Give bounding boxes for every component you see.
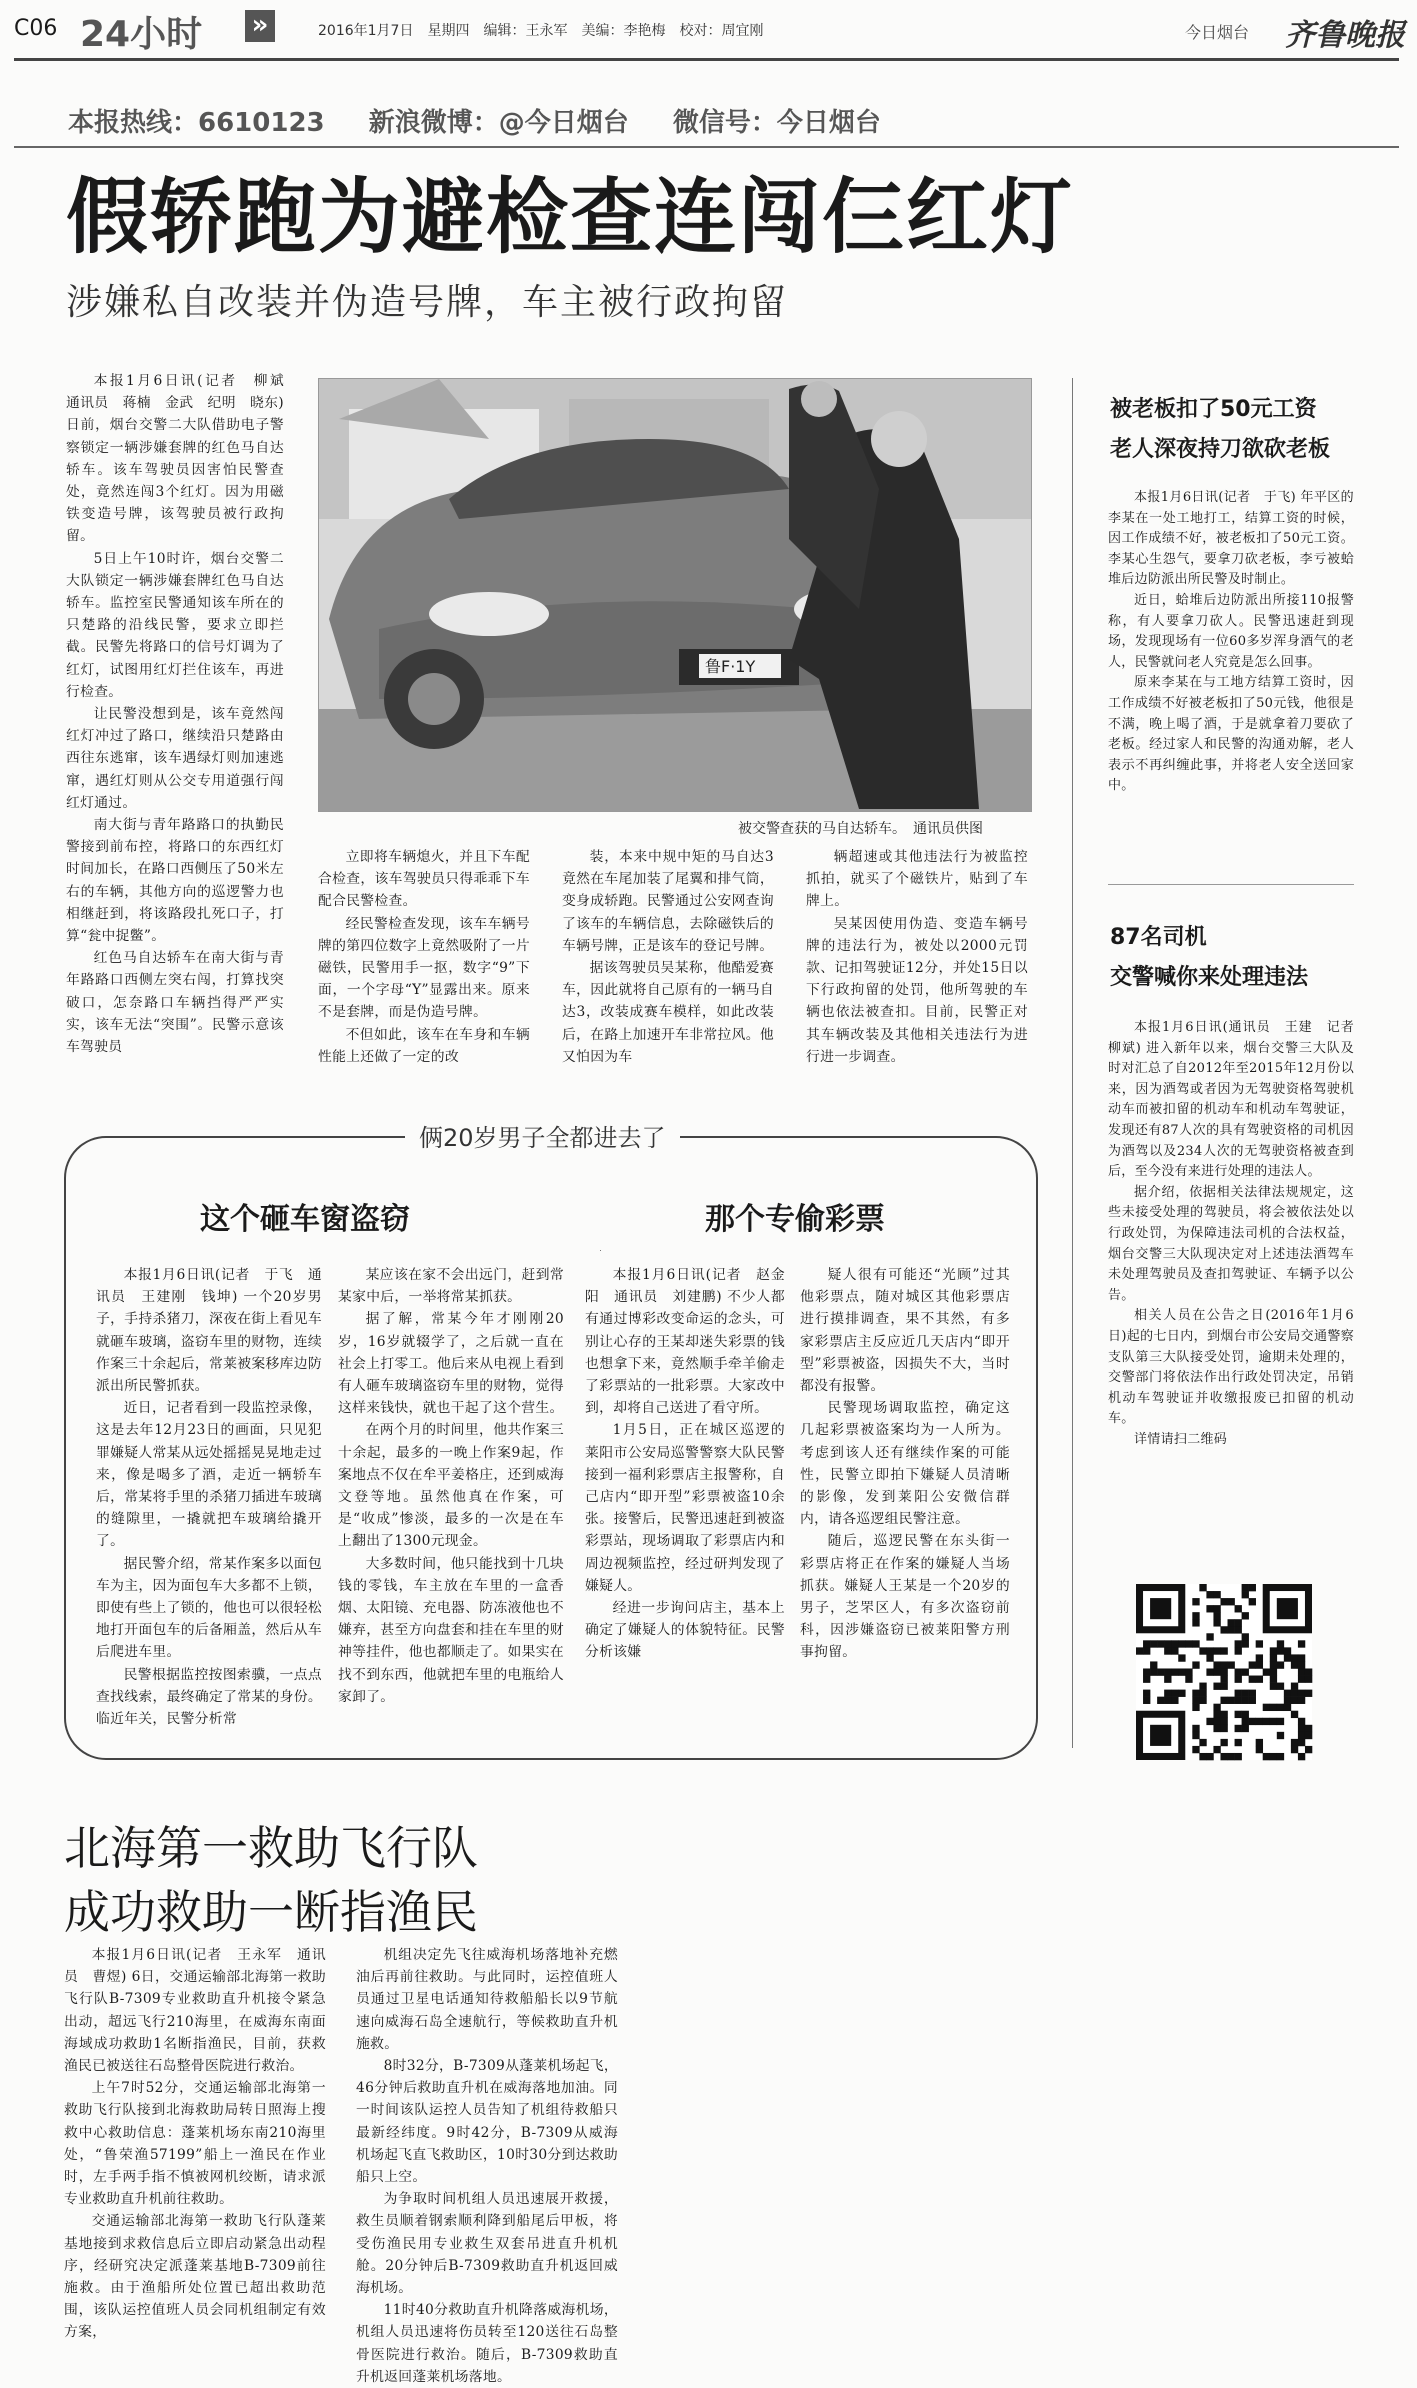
paragraph: 立即将车辆熄火，并且下车配合检查，该车驾驶员只得乖乖下车配合民警检查。 (318, 849, 530, 910)
right-story2-body (1108, 1018, 1368, 1566)
paragraph: 本报1月6日讯(通讯员 王建 记者 柳斌) 进入新年以来，烟台交警三大队及时对汇总了自2012年至2015年12月份以来，因为酒驾或者因为无驾驶资格驾驶机动车而被扣留的机动车和机动车驾驶证，发现还有87人次的具有驾驶资格的司机因为酒驾以及234人次的无驾驶资格被查到后，至今没有来进行处理的违法人。 (1108, 1020, 1368, 1180)
wechat-text: 微信号：今日烟台 (672, 108, 881, 138)
bottom-headline-line1: 北海第一救助飞行队 (64, 1821, 478, 1875)
paragraph: 机组决定先飞往威海机场落地补充燃油后再前往救助。与此同时，运控值班人员通过卫星电话通知待救船船长以9节航速向威海石岛全速航行，等候救助直升机施救。 (356, 1947, 618, 2052)
paragraph: 据民警介绍，常某作案多以面包车为主，因为面包车大多都不上锁，即使有些上了锁的，他也可以很轻松地打开面包车的后备厢盖，然后从车后爬进车里。 (96, 1555, 322, 1661)
paragraph: 8时32分，B-7309从蓬莱机场起飞，46分钟后救助直升机在威海落地加油。同一时间该队运控人员告知了机组待救船只最新经纬度。9时42分，B-7309从威海机场起飞直飞救助区，10时30分到达救助船只上空。 (356, 2058, 618, 2186)
bottom-story-col1 (64, 1944, 326, 2364)
paragraph: 据介绍，依据相关法律法规规定，这些未接受处理的驾驶员，将会被依法处以行政处罚，为保障违法司机的合法权益，烟台交警三大队现决定对上述违法酒驾车未处理驾驶员及查扣驾驶证、车辆予以公告。 (1108, 1184, 1354, 1303)
section-name: 24小时 (80, 14, 203, 55)
paragraph: 经民警检查发现，该车车辆号牌的第四位数字上竟然吸附了一片磁铁，民警用手一抠，数字“9”下面，一个字母“Y”显露出来。原来不是套牌，而是伪造号牌。 (318, 915, 530, 1021)
hotline-text: 本报热线：6610123 (68, 108, 325, 138)
paragraph: 本报1月6日讯(记者 于飞) 年平区的李某在一处工地打工，结算工资的时候，因工作成绩不好，被老板扣了50元工资。李某心生怨气，要拿刀砍老板，李亏被蛤堆后边防派出所民警及时制止。 (1108, 490, 1354, 588)
section-arrow: » (251, 10, 269, 40)
qr-code-icon (1136, 1584, 1312, 1760)
paragraph: 南大街与青年路路口的执勤民警接到前布控，将路口的东西红灯时间加长，在路口西侧压了50米左右的车辆，其他方向的巡逻警力也相继赶到，将该路段扎死口子，打算“瓮中捉鳖”。 (66, 817, 284, 945)
paragraph: 随后，巡逻民警在东头街一彩票店将正在作案的嫌疑人当场抓获。嫌疑人王某是一个20岁的男子，芝罘区人，有多次盗窃前科，因涉嫌盗窃已被莱阳警方刑事拘留。 (800, 1533, 1010, 1661)
paragraph: 民警根据监控按图索骥，一点点查找线索，最终确定了常某的身份。临近年关，民警分析常 (96, 1666, 322, 1728)
paragraph: 11时40分救助直升机降落威海机场，机组人员迅速将伤员转至120送往石岛整骨医院进行救治。随后，B-7309救助直升机返回蓬莱机场落地。 (356, 2302, 618, 2385)
paragraph: 详情请扫二维码 (1134, 1431, 1228, 1447)
box-divider (600, 1250, 601, 1251)
paragraph: 上午7时52分，交通运输部北海第一救助飞行队接到北海救助局转日照海上搜救中心救助信息：蓬莱机场东南210海里处，“鲁荣渔57199”船上一渔民在作业时，左手两手指不慎被网机绞断，请求派专业救助直升机前往救助。 (64, 2080, 326, 2208)
right-story1-title2: 老人深夜持刀欲砍老板 (1110, 437, 1331, 462)
paragraph: 疑人很有可能还“光顾”过其他彩票点，随对城区其他彩票店进行摸排调查，果不其然，有多家彩票店主反应近几天店内“即开型”彩票被盗，因损失不大，当时都没有报警。 (800, 1267, 1010, 1395)
weibo-text: 新浪微博：@今日烟台 (368, 108, 629, 138)
hotline-rule (14, 146, 1399, 148)
main-story-col2 (318, 846, 530, 1076)
qr-code[interactable] (1136, 1584, 1312, 1760)
paragraph: 相关人员在公告之日(2016年1月6日)起的七日内，到烟台市公安局交通警察支队第三大队接受处罚，逾期未处理的，交警部门将依法作出行政处罚决定，吊销机动车驾驶证并收缴报废已扣留的机动车。 (1108, 1308, 1354, 1427)
paragraph: 大多数时间，他只能找到十几块钱的零钱，车主放在车里的一盒香烟、太阳镜、充电器、防冻液他也不嫌弃，甚至方向盘套和挂在车里的财神等挂件，他也都顺走了。如果实在找不到东西，他就把车里的电瓶给人家卸了。 (338, 1555, 564, 1705)
paragraph: 某应该在家不会出远门，赶到常某家中后，一举将常某抓获。 (338, 1267, 564, 1306)
paragraph: 近日，蛤堆后边防派出所接110报警称，有人要拿刀砍人。民警迅速赶到现场，发现现场有一位60多岁浑身酒气的老人，民警就问老人究竟是怎么回事。 (1108, 592, 1354, 670)
page-header (0, 0, 1417, 60)
paragraph: 为争取时间机组人员迅速展开救援，救生员顺着钢索顺利降到船尾后甲板，将受伤渔民用专业救生双套吊进直升机机舱。20分钟后B-7309救助直升机返回威海机场。 (356, 2191, 618, 2297)
paragraph: 本报1月6日讯(记者 柳斌 通讯员 蒋楠 金武 纪明 晓东) 日前，烟台交警二大队借助电子警察锁定一辆涉嫌套牌的红色马自达轿车。该车驾驶员因害怕民警查处，竟然连闯3个红灯。因为用磁铁变造号牌，该驾驶员被行政拘留。 (66, 373, 299, 545)
box-col3 (585, 1264, 785, 1738)
paragraph: 本报1月6日讯(记者 赵金阳 通讯员 刘建鹏) 不少人都有通过博彩改变命运的念头，可别让心存的王某却迷失彩票的钱也想拿下来，竟然顺手牵羊偷走了彩票站的一批彩票。大家改中到，却将自己送进了看守所。 (585, 1267, 785, 1417)
paragraph: 5日上午10时许，烟台交警二大队锁定一辆涉嫌套牌红色马自达轿车。监控室民警通知该车所在的只楚路的沿线民警，要求立即拦截。民警先将路口的信号灯调为了红灯，试图用红灯拦住该车，再进行检查。 (66, 550, 284, 700)
car-photo-illustration (319, 379, 1031, 811)
bottom-headline-line2: 成功救助一断指渔民 (64, 1885, 478, 1939)
main-story-col1 (66, 370, 299, 1076)
right-col-divider (1108, 884, 1354, 885)
issue-meta: 2016年1月7日 星期四 编辑：王永军 美编：李艳梅 校对：周宜刚 (318, 23, 764, 39)
right-story2-title1: 87名司机 (1110, 925, 1207, 950)
section-arrow-icon (245, 10, 275, 42)
main-story-col4 (806, 846, 1028, 1076)
paragraph: 吴某因使用伪造、变造车辆号牌的违法行为，被处以2000元罚款、记扣驾驶证12分，并处15日以下行政拘留的处罚，他所驾驶的车辆也依法被查扣。目前，民警正对其车辆改装及其他相关违法行为进行进一步调查。 (806, 915, 1028, 1065)
right-story1-body (1108, 488, 1354, 868)
paragraph: 民警现场调取监控，确定这几起彩票被盗案均为一人所为。考虑到该人还有继续作案的可能性，民警立即拍下嫌疑人员清晰的影像，发到莱阳公安微信群内，请各巡逻组民警注意。 (800, 1400, 1010, 1528)
right-column-rule (1072, 378, 1073, 1748)
box-col2 (338, 1264, 564, 1738)
paper-logo: 齐鲁晚报 (1285, 18, 1405, 53)
paragraph: 辆超速或其他违法行为被监控抓拍，就买了个磁铁片，贴到了车牌上。 (806, 849, 1028, 910)
box-kicker: 俩20岁男子全都进去了 (405, 1118, 680, 1153)
paragraph: 1月5日，正在城区巡逻的莱阳市公安局巡警警察大队民警接到一福利彩票店主报警称，自己店内“即开型”彩票被盗10余张。接警后，民警迅速赶到被盗彩票站，现场调取了彩票店内和周边视频监控，经过研判发现了嫌疑人。 (585, 1422, 785, 1594)
right-story1-title1: 被老板扣了50元工资 (1110, 397, 1317, 422)
paragraph: 近日，记者看到一段监控录像，这是去年12月23日的画面，只见犯罪嫌疑人常某从远处摇摇晃晃地走过来，像是喝多了酒，走近一辆轿车后，常某将手里的杀猪刀插进车玻璃的缝隙里，一撬就把车玻璃给撬开了。 (96, 1400, 322, 1550)
box-col4 (800, 1264, 1010, 1738)
bottom-story-col2 (356, 1944, 618, 2385)
box-col1 (96, 1264, 322, 1738)
paragraph: 交通运输部北海第一救助飞行队蓬莱基地接到求救信息后立即启动紧急出动程序，经研究决定派蓬莱基地B-7309前往施救。由于渔船所处位置已超出救助范围，该队运控值班人员会同机组制定有效方案， (64, 2213, 326, 2341)
paragraph: 本报1月6日讯(记者 于飞 通讯员 王建刚 钱坤) 一个20岁男子，手持杀猪刀，深夜在街上看见车就砸车玻璃，盗窃车里的财物，连续作案三十余起后，常莱被案移库边防派出所民警抓获。 (96, 1267, 322, 1395)
page-code: C06 (14, 16, 58, 41)
paragraph: 在两个月的时间里，他共作案三十余起，最多的一晚上作案9起，作案地点不仅在牟平姜格庄，还到威海文登等地。虽然他真在作案，可是“收成”惨淡，最多的一次是在车上翻出了1300元现金。 (338, 1422, 564, 1550)
paragraph: 装，本来中规中矩的马自达3竟然在车尾加装了尾翼和排气筒，变身成轿跑。民警通过公安网查询了该车的车辆信息，去除磁铁后的车辆号牌，正是该车的登记号牌。 (562, 849, 774, 954)
box-left-headline: 这个砸车窗盗窃 (200, 1202, 410, 1237)
paragraph: 让民警没想到是，该车竟然闯红灯冲过了路口，继续沿只楚路由西往东逃窜，该车遇绿灯则加速逃窜，遇红灯则从公交专用道强行闯红灯通过。 (66, 706, 284, 811)
header-rule (14, 58, 1399, 61)
main-subhead: 涉嫌私自改装并伪造号牌，车主被行政拘留 (66, 282, 789, 323)
right-story2-title2: 交警喊你来处理违法 (1110, 965, 1309, 990)
paragraph: 原来李某在与工地方结算工资时，因工作成绩不好被老板扣了50元钱，他很是不满，晚上喝了酒，于是就拿着刀要砍了老板。经过家人和民警的沟通劝解，老人表示不再纠缠此事，并将老人安全送回家中。 (1108, 675, 1354, 794)
news-photo (318, 378, 1032, 812)
hotline-bar (68, 102, 1168, 138)
paragraph: 据了解，常某今年才刚刚20岁，16岁就辍学了，之后就一直在社会上打零工。他后来从电视上看到有人砸车玻璃盗窃车里的财物，觉得这样来钱快，就也干起了这个营生。 (338, 1311, 564, 1417)
paragraph: 据该驾驶员吴某称，他酷爱赛车，因此就将自己原有的一辆马自达3，改装成赛车模样，如此改装后，在路上加速开车非常拉风。他又怕因为车 (562, 960, 774, 1065)
main-headline: 假轿跑为避检查连闯仨红灯 (66, 170, 1075, 265)
box-right-headline: 那个专偷彩票 (705, 1202, 885, 1237)
paragraph: 红色马自达轿车在南大街与青年路路口西侧左突右闯，打算找突破口，怎奈路口车辆挡得严严实实，该车无法“突围”。民警示意该车驾驶员 (66, 950, 284, 1056)
photo-caption: 被交警查获的马自达轿车。 通讯员供图 (738, 821, 983, 837)
main-story-col3 (562, 846, 774, 1076)
paper-sub: 今日烟台 (1185, 23, 1250, 42)
paragraph: 本报1月6日讯(记者 王永军 通讯员 曹煜) 6日，交通运输部北海第一救助飞行队B-7309专业救助直升机接令紧急出动，超远飞行210海里，在威海东南面海域成功救助1名断指渔民，目前，获救渔民已被送往石岛整骨医院进行救治。 (64, 1947, 326, 2075)
paragraph: 经进一步询问店主，基本上确定了嫌疑人的体貌特征。民警分析该嫌 (585, 1600, 785, 1661)
paragraph: 不但如此，该车在车身和车辆性能上还做了一定的改 (318, 1026, 530, 1065)
plate-label: 鲁F·1Y (705, 657, 756, 676)
